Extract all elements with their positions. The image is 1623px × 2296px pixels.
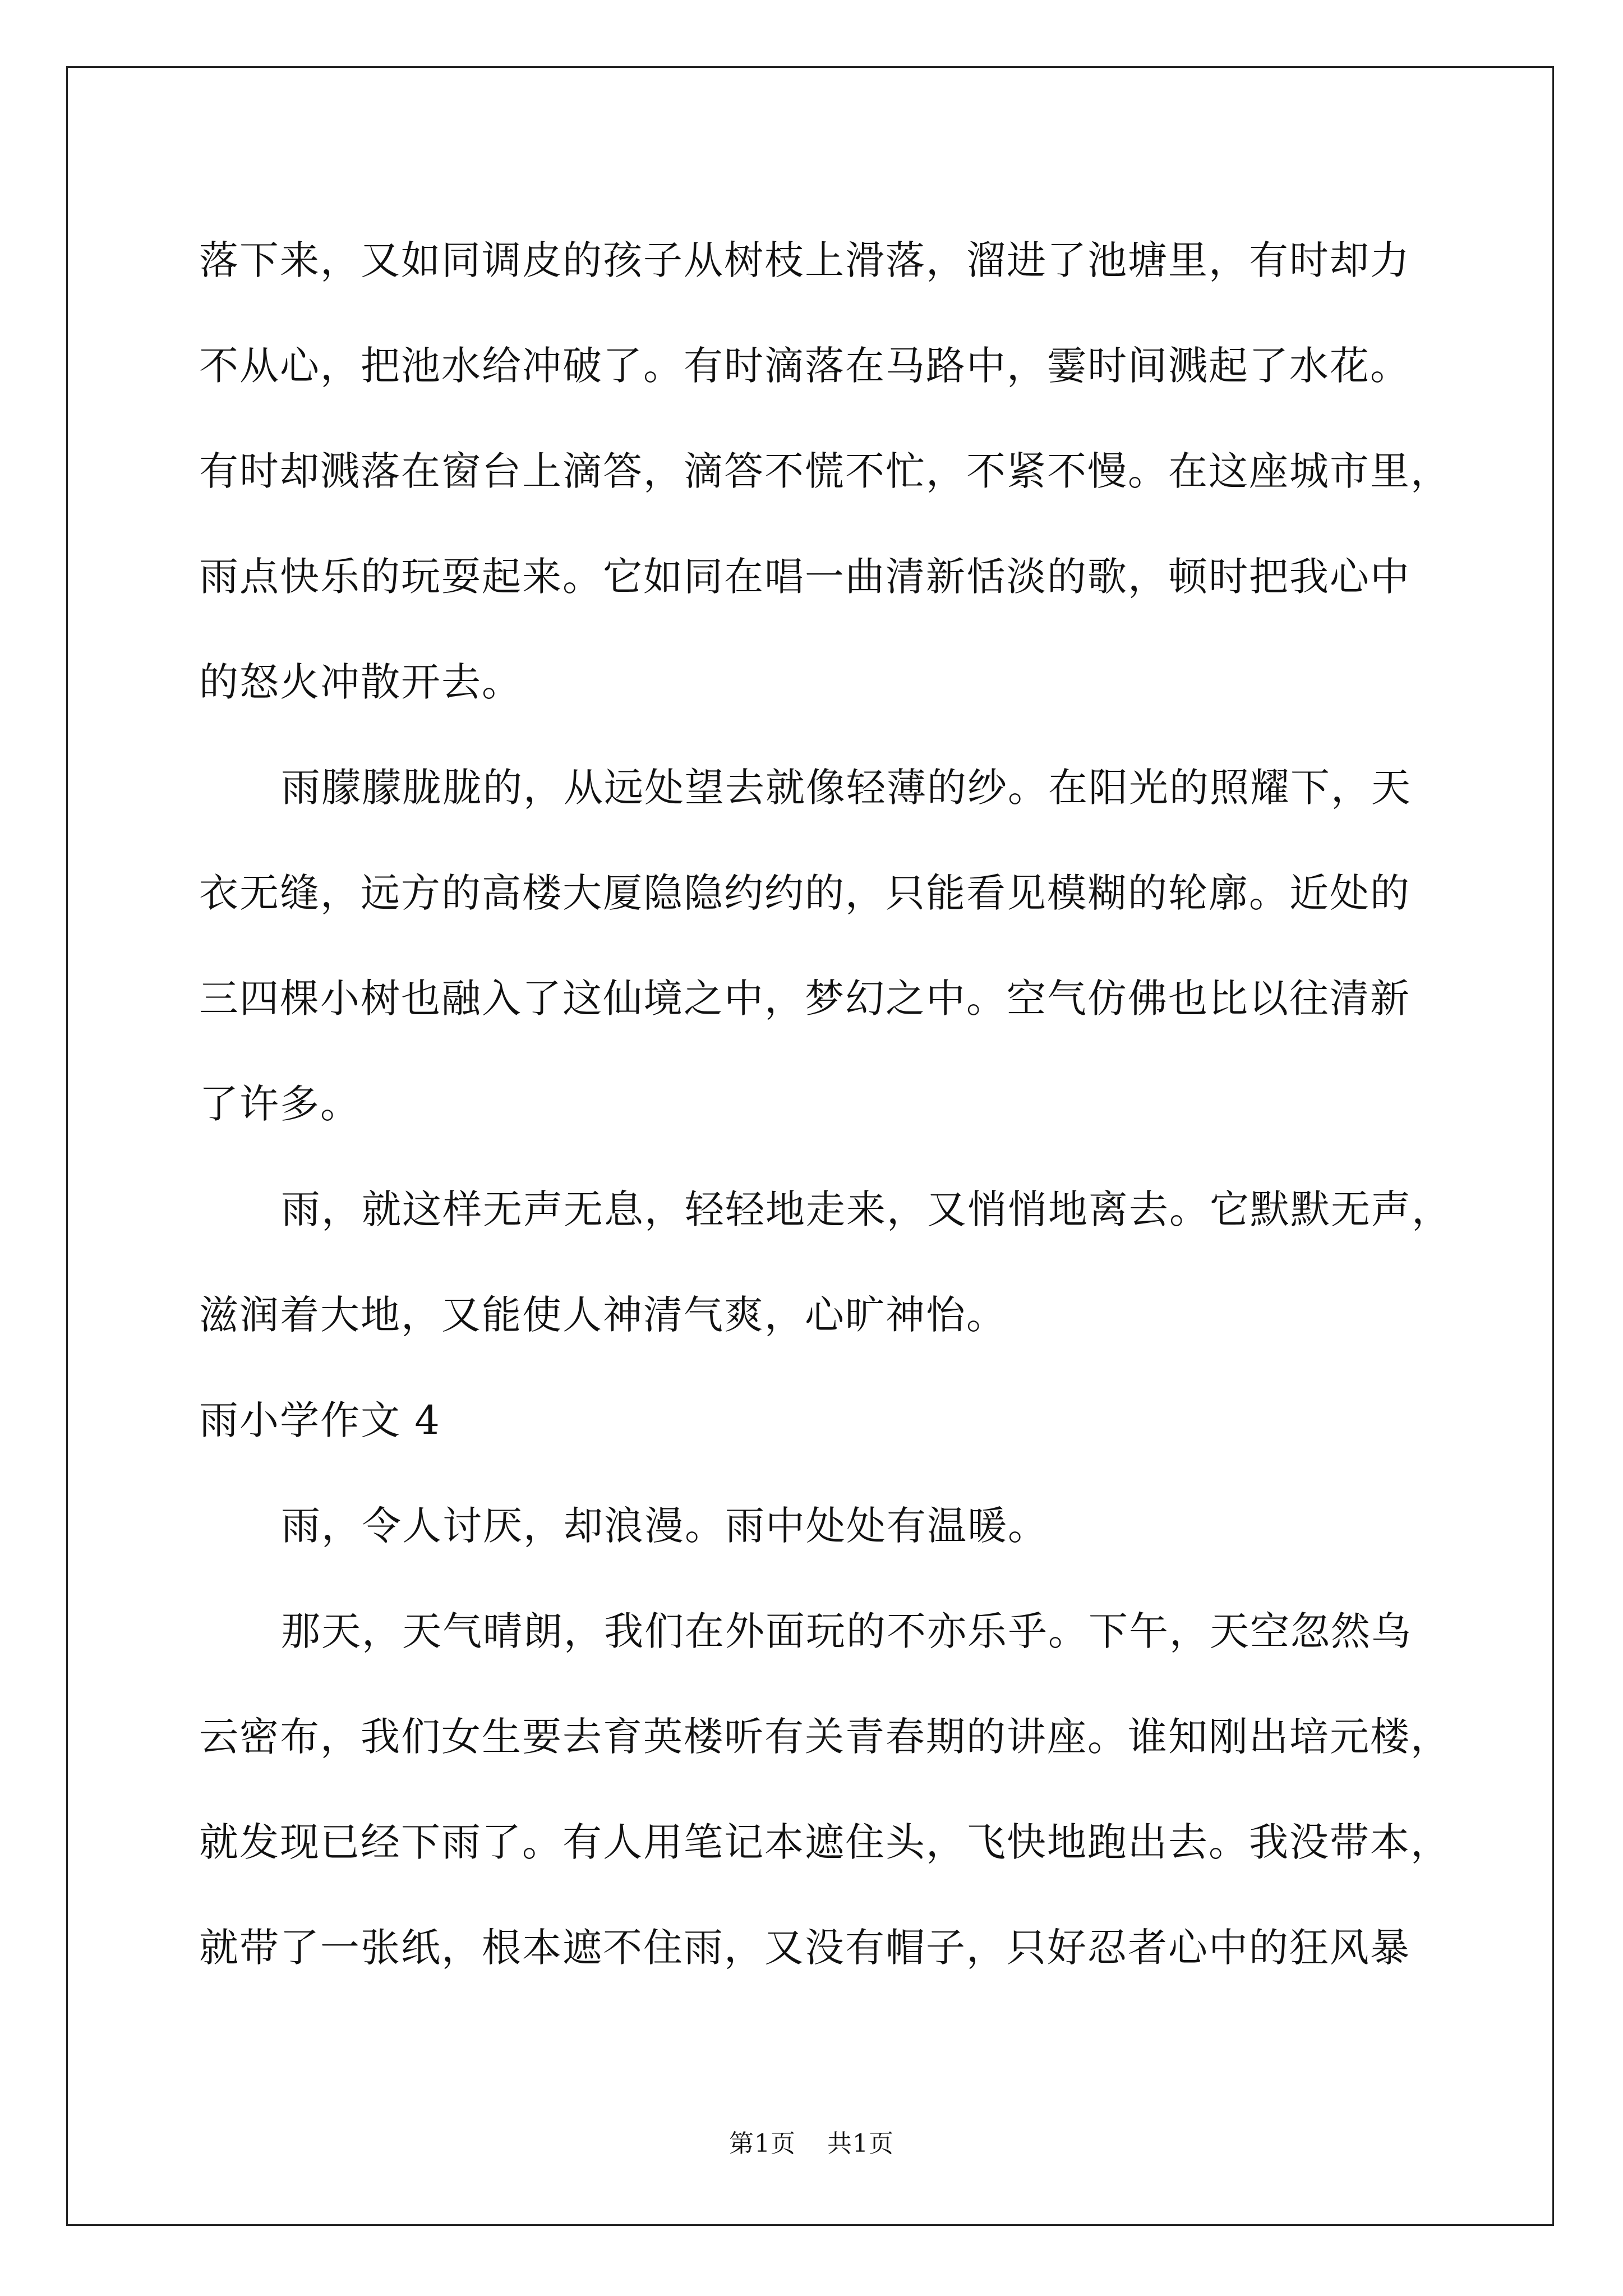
text-line: 的怒火冲散开去。 (199, 659, 522, 705)
text-line: 雨，令人讨厌，却浪漫。雨中处处有温暖。 (281, 1503, 1048, 1549)
text-line: 有时却溅落在窗台上滴答，滴答不慌不忙，不紧不慢。在这座城市里， (199, 448, 1451, 494)
page-footer (0, 2127, 1623, 2161)
heading-text: 雨小学作文 4 (199, 1397, 441, 1443)
text-line: 那天，天气晴朗，我们在外面玩的不亦乐乎。下午，天空忽然乌 (281, 1608, 1412, 1654)
page-total: 共1页 (827, 2129, 894, 2158)
document-body (199, 208, 1452, 2000)
paragraph (199, 1157, 1452, 1368)
paragraph (199, 735, 1444, 1157)
paragraph (199, 1579, 1451, 2000)
section-heading (199, 1368, 1444, 1473)
page-number: 第1页 (729, 2129, 796, 2158)
text-line: 衣无缝，远方的高楼大厦隐隐约约的，只能看见模糊的轮廓。近处的 (199, 870, 1410, 916)
text-line: 落下来，又如同调皮的孩子从树枝上滑落，溜进了池塘里，有时却力 (199, 237, 1410, 283)
text-line: 滋润着大地，又能使人神清气爽，心旷神怡。 (199, 1292, 1007, 1338)
text-line: 不从心，把池水给冲破了。有时滴落在马路中，霎时间溅起了水花。 (199, 343, 1410, 389)
text-line: 三四棵小树也融入了这仙境之中，梦幻之中。空气仿佛也比以往清新 (199, 976, 1410, 1022)
text-line: 就带了一张纸，根本遮不住雨，又没有帽子，只好忍者心中的狂风暴 (199, 1925, 1410, 1971)
paragraph (199, 208, 1451, 735)
text-line: 雨，就这样无声无息，轻轻地走来，又悄悄地离去。它默默无声， (281, 1186, 1452, 1232)
text-line: 了许多。 (199, 1081, 361, 1127)
text-line: 云密布，我们女生要去育英楼听有关青春期的讲座。谁知刚出培元楼， (199, 1714, 1451, 1760)
text-line: 就发现已经下雨了。有人用笔记本遮住头，飞快地跑出去。我没带本， (199, 1819, 1451, 1865)
text-line: 雨点快乐的玩耍起来。它如同在唱一曲清新恬淡的歌，顿时把我心中 (199, 554, 1410, 600)
paragraph (199, 1473, 1444, 1579)
text-line: 雨朦朦胧胧的，从远处望去就像轻薄的纱。在阳光的照耀下，天 (281, 765, 1412, 811)
